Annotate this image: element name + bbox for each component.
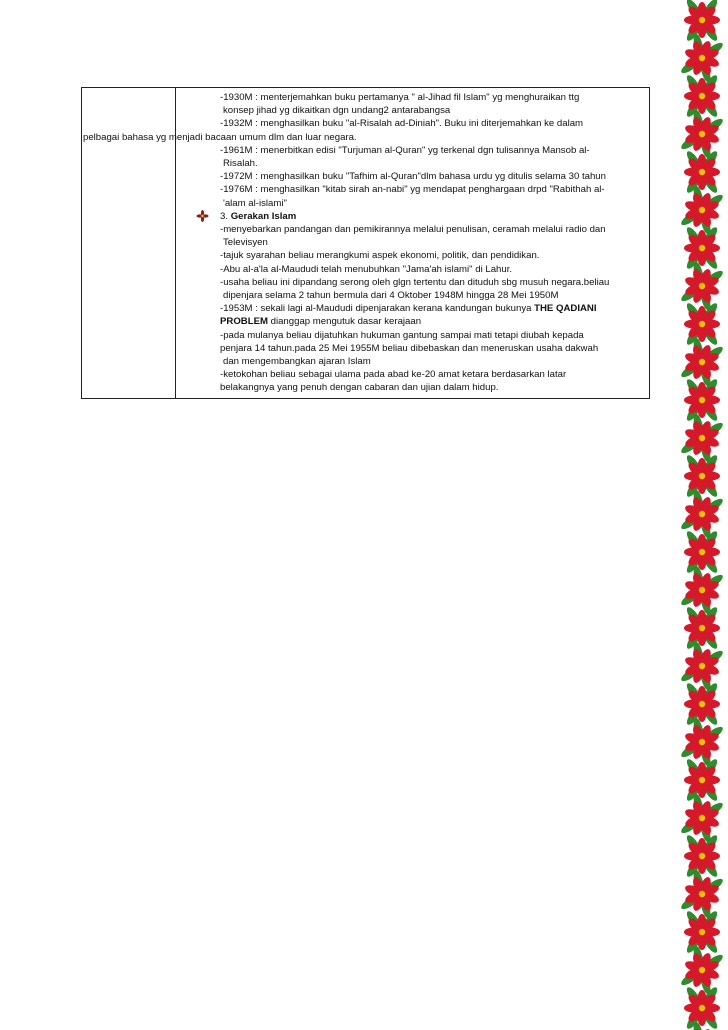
heading-number: 3. [220, 210, 229, 222]
text-line: pelbagai bahasa yg menjadi bacaan umum dlm dan luar negara. [83, 131, 357, 143]
text-cell [83, 88, 650, 399]
poinsettia-flower-icon [679, 33, 725, 83]
text-line: -1961M : menerbitkan edisi "Turjuman al-Quran" yg terkenal dgn tulisannya Mansob al- [220, 144, 590, 156]
text-line: -tajuk syarahan beliau merangkumi aspek ekonomi, politik, dan pendidikan. [220, 250, 540, 262]
poinsettia-flower-icon [684, 301, 720, 347]
text-line: belakangnya yang penuh dengan cabaran dan ujian dalam hidup. [220, 382, 499, 394]
section-heading [176, 210, 643, 223]
poinsettia-flower-icon [684, 225, 720, 271]
content-table [81, 87, 650, 399]
poinsettia-flower-icon [679, 489, 725, 539]
text-span: dianggap mengutuk dasar kerajaan [267, 316, 422, 328]
poinsettia-flower-icon [684, 681, 720, 727]
text-span: -1953M : sekali lagi al-Maududi dipenjarakan kerana kandungan bukunya [220, 303, 535, 315]
table-row [82, 88, 650, 399]
poinsettia-flower-icon [684, 909, 720, 955]
poinsettia-flower-icon [684, 985, 720, 1030]
poinsettia-flower-icon [684, 149, 720, 195]
book-title: THE QADIANI [534, 303, 597, 315]
text-line: Risalah. [223, 158, 258, 170]
poinsettia-flower-icon [679, 337, 725, 387]
text-line: dan mengembangkan ajaran Islam [223, 356, 371, 368]
poinsettia-flower-icon [679, 945, 725, 995]
poinsettia-bullet-icon [196, 210, 209, 222]
poinsettia-flower-icon [684, 833, 720, 879]
poinsettia-flower-icon [679, 565, 725, 615]
poinsettia-flower-icon [679, 261, 725, 311]
poinsettia-flower-icon [684, 453, 720, 499]
text-line: -usaha beliau ini dipandang serong oleh glgn tertentu dan dituduh sbg musuh negara.beliau [220, 276, 610, 288]
text-line: -1930M : menterjemahkan buku pertamanya " al-Jihad fil Islam" yg menghuraikan ttg [220, 92, 580, 103]
poinsettia-flower-icon [684, 0, 720, 43]
poinsettia-flower-icon [679, 185, 725, 235]
text-line: konsep jihad yg dikaitkan dgn undang2 antarabangsa [223, 105, 451, 117]
text-line: -1976M : menghasilkan "kitab sirah an-nabi" yg mendapat penghargaan drpd "Rabithah al- [220, 184, 605, 196]
heading-title: Gerakan Islam [230, 210, 297, 222]
text-line: dipenjara selama 2 tahun bermula dari 4 Oktober 1948M hingga 28 Mei 1950M [223, 290, 559, 302]
text-block [83, 88, 649, 398]
poinsettia-flower-icon [679, 641, 725, 691]
poinsettia-flower-icon [679, 413, 725, 463]
text-line: -1932M : menghasilkan buku "al-Risalah ad-Diniah". Buku ini diterjemahkan ke dalam [220, 118, 584, 130]
poinsettia-flower-icon [684, 529, 720, 575]
text-line: penjara 14 tahun.pada 25 Mei 1955M beliau dibebaskan dan meneruskan usaha dakwah [220, 342, 599, 354]
book-title: PROBLEM [220, 316, 268, 328]
poinsettia-flower-icon [679, 109, 725, 159]
poinsettia-flower-icon [679, 717, 725, 767]
text-line: Televisyen [223, 237, 268, 249]
text-line: 'alam al-islami" [223, 197, 287, 209]
text-line: -ketokohan beliau sebagai ulama pada abad ke-20 amat ketara berdasarkan latar [220, 369, 567, 381]
poinsettia-flower-icon [684, 73, 720, 119]
text-line: -Abu al-a'la al-Maududi telah menubuhkan "Jama'ah islami" di Lahur. [220, 263, 513, 275]
poinsettia-border [676, 0, 728, 1030]
poinsettia-flower-icon [679, 793, 725, 843]
text-line: -1972M : menghasilkan buku "Tafhim al-Quran"dlm bahasa urdu yg ditulis selama 30 tahun [220, 171, 606, 183]
text-line [176, 315, 643, 328]
poinsettia-flower-icon [684, 605, 720, 651]
poinsettia-border-icon [676, 0, 728, 1030]
poinsettia-flower-icon [679, 869, 725, 919]
text-line: -menyebarkan pandangan dan pemikirannya melalui penulisan, ceramah melalui radio dan [220, 224, 606, 236]
poinsettia-flower-icon [684, 757, 720, 803]
text-line: -pada mulanya beliau dijatuhkan hukuman gantung sampai mati tetapi diubah kepada [220, 329, 584, 341]
poinsettia-flower-icon [684, 377, 720, 423]
text-line [176, 302, 643, 315]
